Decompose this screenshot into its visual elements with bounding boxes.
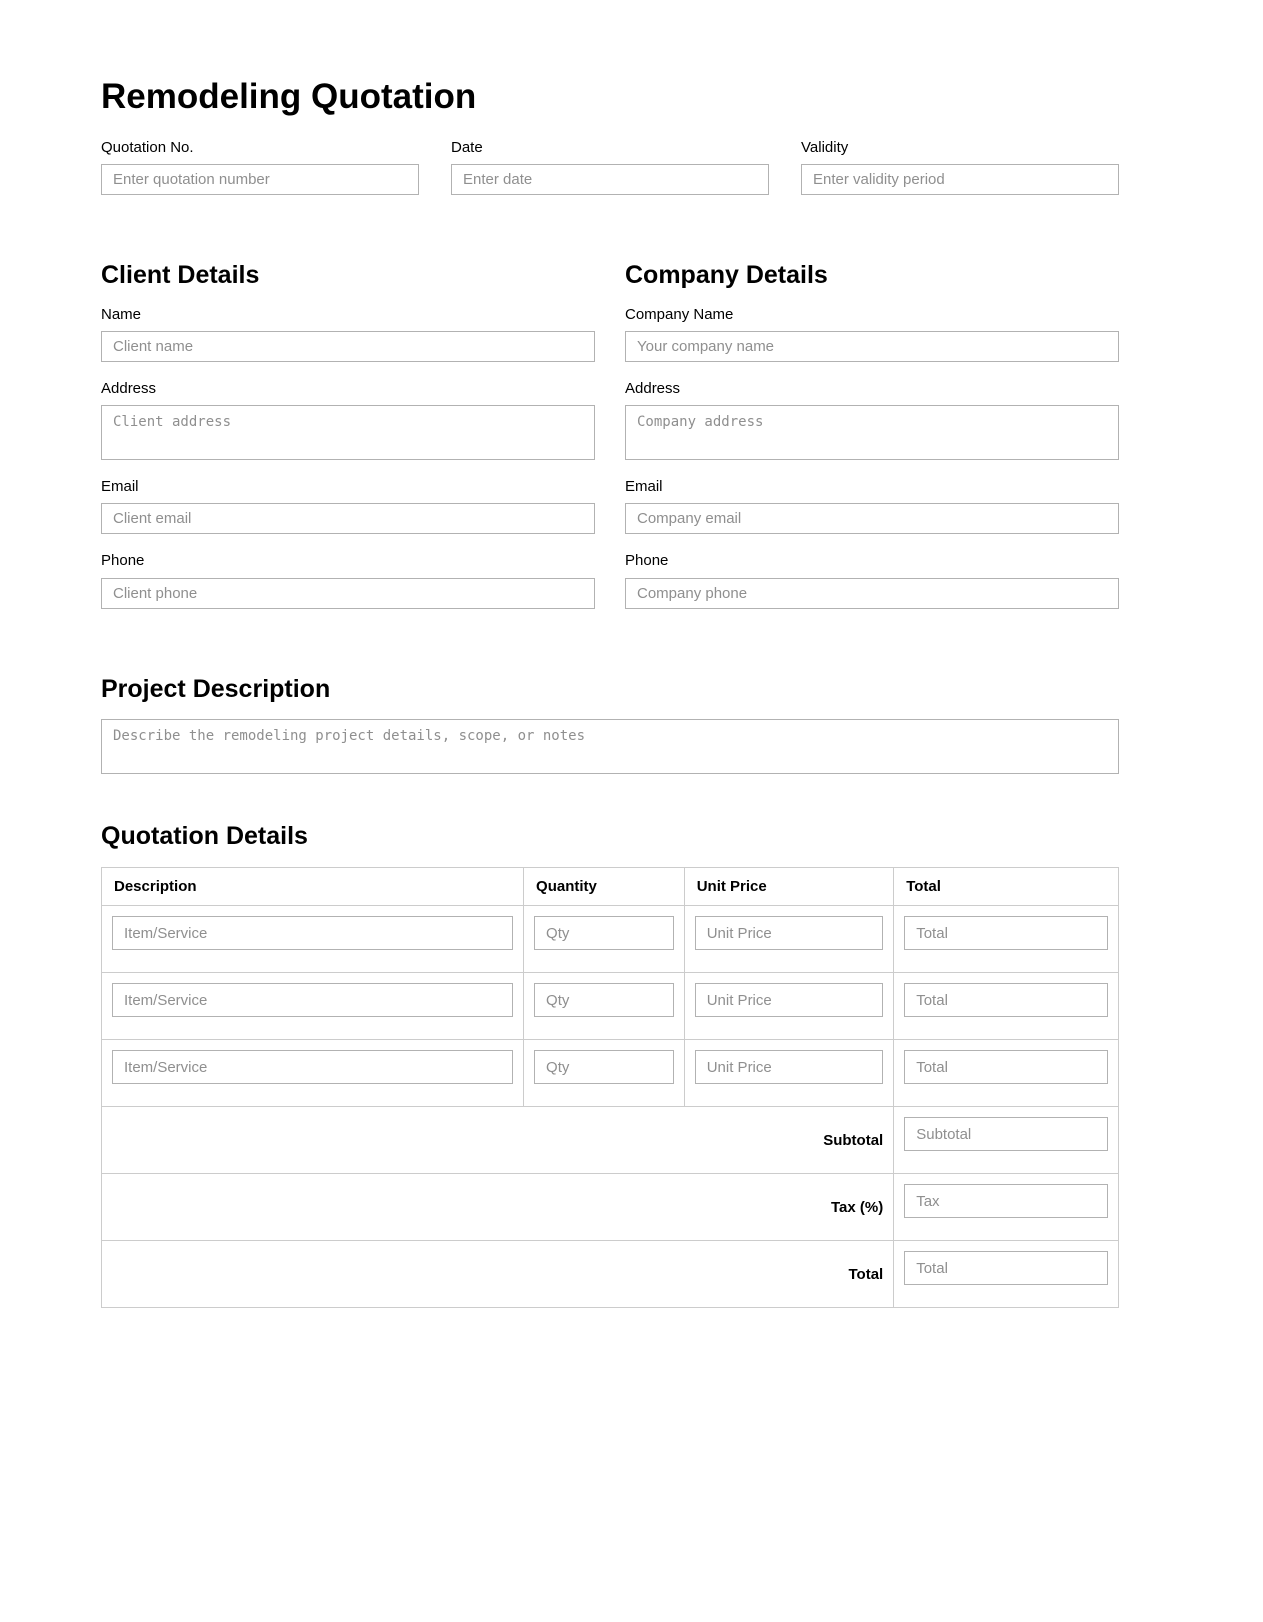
company-name-field-group	[625, 306, 1119, 362]
quotation-number-field-group	[101, 139, 419, 195]
client-name-label: Name	[101, 305, 142, 323]
description-column-header: Description	[102, 868, 524, 906]
client-email-label: Email	[101, 478, 139, 495]
item-description-cell	[102, 1040, 524, 1107]
item-unit-price-input[interactable]	[695, 1050, 884, 1084]
quantity-column-header: Quantity	[524, 868, 685, 906]
company-email-field-group	[625, 478, 1119, 534]
item-total-input[interactable]	[904, 1050, 1108, 1084]
validity-label: Validity	[801, 138, 849, 156]
details-section	[101, 261, 1119, 627]
item-total-cell	[894, 906, 1119, 973]
item-unit-price-input[interactable]	[695, 983, 884, 1017]
item-row	[102, 973, 1119, 1040]
company-address-label: Address	[625, 379, 681, 397]
item-total-input[interactable]	[904, 983, 1108, 1017]
page-title: Remodeling Quotation	[101, 77, 477, 116]
item-unit-price-input[interactable]	[695, 916, 884, 950]
company-phone-label: Phone	[625, 552, 669, 570]
total-column-header: Total	[894, 868, 1119, 906]
project-description-textarea[interactable]	[101, 719, 1119, 774]
item-description-input[interactable]	[112, 916, 513, 950]
item-unit-price-cell	[684, 973, 894, 1040]
item-description-cell	[102, 906, 524, 973]
company-email-input[interactable]	[625, 503, 1119, 534]
client-name-field-group	[101, 306, 595, 362]
total-label: Total	[102, 1241, 894, 1308]
client-details-column	[101, 261, 595, 627]
unit-price-column-header: Unit Price	[684, 868, 894, 906]
item-total-input[interactable]	[904, 916, 1108, 950]
form-container	[101, 0, 1119, 1608]
quotation-meta-row	[101, 139, 1119, 213]
company-phone-field-group	[625, 552, 1119, 608]
client-name-input[interactable]	[101, 331, 595, 362]
subtotal-label: Subtotal	[102, 1107, 894, 1174]
validity-input[interactable]	[801, 164, 1119, 195]
company-email-label: Email	[625, 478, 663, 495]
quotation-details-heading: Quotation Details	[101, 822, 308, 851]
client-address-label: Address	[101, 379, 157, 397]
client-email-field-group	[101, 478, 595, 534]
project-description-section	[101, 675, 1119, 775]
subtotal-cell	[894, 1107, 1119, 1174]
date-label: Date	[451, 138, 483, 156]
client-details-heading: Client Details	[101, 260, 260, 289]
item-total-cell	[894, 973, 1119, 1040]
company-address-textarea[interactable]	[625, 405, 1119, 460]
item-unit-price-cell	[684, 906, 894, 973]
item-quantity-cell	[524, 906, 685, 973]
tax-row	[102, 1174, 1119, 1241]
quotation-table-header-row	[102, 868, 1119, 906]
item-description-cell	[102, 973, 524, 1040]
company-details-column	[625, 261, 1119, 627]
company-name-label: Company Name	[625, 305, 734, 323]
item-quantity-input[interactable]	[534, 916, 674, 950]
client-phone-label: Phone	[101, 552, 145, 570]
company-phone-input[interactable]	[625, 578, 1119, 609]
client-email-input[interactable]	[101, 503, 595, 534]
client-address-field-group	[101, 380, 595, 460]
total-cell	[894, 1241, 1119, 1308]
item-row	[102, 906, 1119, 973]
tax-cell	[894, 1174, 1119, 1241]
client-address-textarea[interactable]	[101, 405, 595, 460]
client-phone-input[interactable]	[101, 578, 595, 609]
project-description-heading: Project Description	[101, 674, 331, 703]
item-total-cell	[894, 1040, 1119, 1107]
company-address-field-group	[625, 380, 1119, 460]
item-quantity-input[interactable]	[534, 1050, 674, 1084]
quotation-number-label: Quotation No.	[101, 138, 194, 156]
total-row	[102, 1241, 1119, 1308]
quotation-details-section	[101, 822, 1119, 1308]
date-input[interactable]	[451, 164, 769, 195]
tax-input[interactable]	[904, 1184, 1108, 1218]
quotation-table	[101, 867, 1119, 1308]
client-phone-field-group	[101, 552, 595, 608]
tax-label: Tax (%)	[102, 1174, 894, 1241]
quotation-number-input[interactable]	[101, 164, 419, 195]
item-quantity-input[interactable]	[534, 983, 674, 1017]
item-description-input[interactable]	[112, 983, 513, 1017]
company-name-input[interactable]	[625, 331, 1119, 362]
item-row	[102, 1040, 1119, 1107]
item-description-input[interactable]	[112, 1050, 513, 1084]
date-field-group	[451, 139, 769, 195]
subtotal-input[interactable]	[904, 1117, 1108, 1151]
total-input[interactable]	[904, 1251, 1108, 1285]
item-quantity-cell	[524, 973, 685, 1040]
item-quantity-cell	[524, 1040, 685, 1107]
item-unit-price-cell	[684, 1040, 894, 1107]
subtotal-row	[102, 1107, 1119, 1174]
validity-field-group	[801, 139, 1119, 195]
company-details-heading: Company Details	[625, 260, 828, 289]
